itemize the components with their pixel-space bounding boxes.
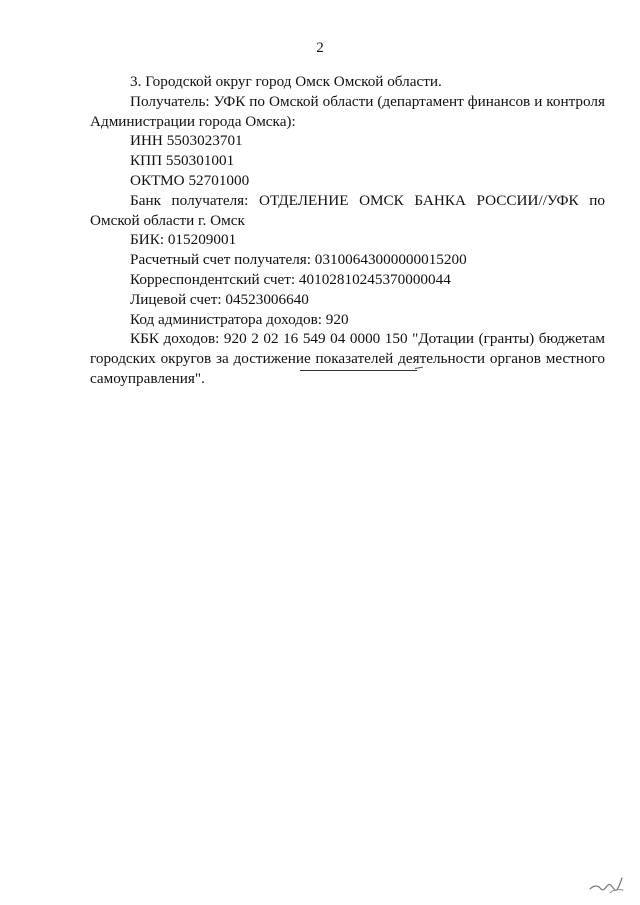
paragraph-district-title: 3. Городской округ город Омск Омской области. <box>130 73 442 90</box>
paragraph-revenue-admin-code: Код администратора доходов: 920 <box>130 310 349 328</box>
paragraph-oktmo: ОКТМО 52701000 <box>130 171 250 189</box>
page-number: 2 <box>316 40 324 56</box>
paragraph-kbk: КБК доходов: 920 2 02 16 549 04 0000 150 "Дотации (гранты) бюджетам городских округов за достижение показателей деятельности органов местного самоуправления". <box>90 330 605 387</box>
signature-initials-icon <box>588 872 628 896</box>
paragraph-inn: ИНН 5503023701 <box>130 132 243 150</box>
document-body <box>90 72 605 389</box>
paragraph-kpp: КПП 550301001 <box>130 152 235 170</box>
paragraph-personal-account: Лицевой счет: 04523006640 <box>130 290 309 308</box>
paragraph-recipient-bank: Банк получателя: ОТДЕЛЕНИЕ ОМСК БАНКА РОССИИ//УФК по Омской области г. Омск <box>90 191 605 229</box>
paragraph-settlement-account: Расчетный счет получателя: 03100643000000015200 <box>130 251 467 269</box>
paragraph-bik: БИК: 015209001 <box>130 231 237 249</box>
paragraph-correspondent-account: Корреспондентский счет: 40102810245370000044 <box>130 270 451 288</box>
section-divider-line <box>300 370 417 371</box>
paragraph-recipient: Получатель: УФК по Омской области (департамент финансов и контроля Администрации города Омска): <box>90 92 605 130</box>
